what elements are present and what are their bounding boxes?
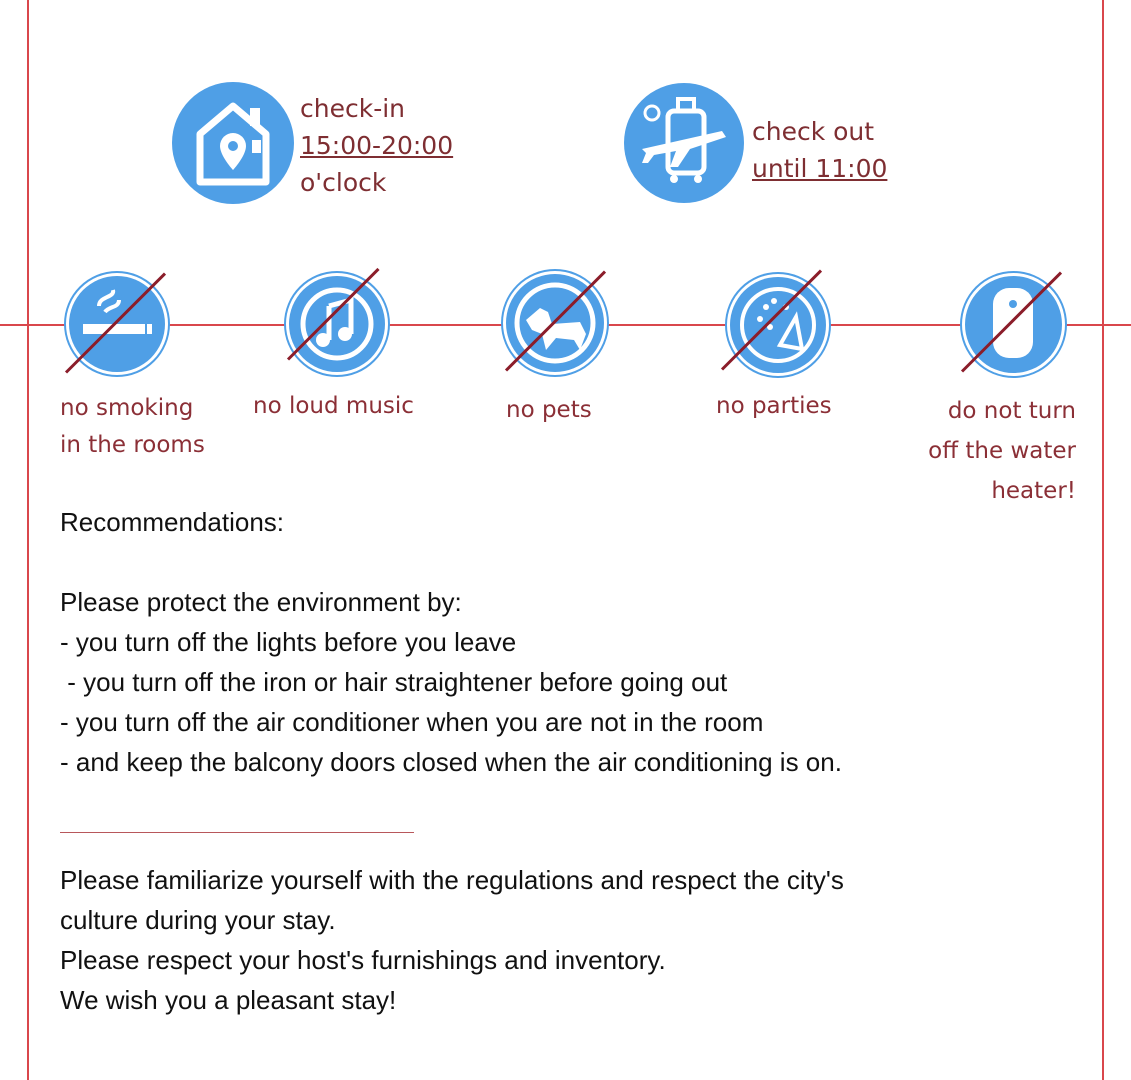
no-parties-icon: [730, 277, 826, 373]
closing-line: culture during your stay.: [60, 905, 336, 935]
water-heater-icon: [965, 276, 1062, 373]
recommendations-intro: Please protect the environment by:: [60, 587, 462, 617]
checkout-hours: until 11:00: [752, 154, 888, 183]
rule-line: in the rooms: [60, 432, 205, 458]
frame-right-line: [1102, 0, 1104, 1080]
recommendation-item: - you turn off the lights before you leave: [60, 627, 517, 657]
rule-water-heater-label: [880, 391, 1076, 511]
checkout-block: [752, 113, 887, 187]
rule-no-smoking-label: [60, 390, 205, 464]
checkin-block: [300, 90, 453, 201]
closing-line: We wish you a pleasant stay!: [60, 985, 397, 1015]
rule-line: no smoking: [60, 395, 194, 421]
house-location-icon: [172, 82, 294, 204]
checkin-hours: 15:00-20:00: [300, 131, 454, 160]
rule-line: do not turn: [947, 398, 1076, 424]
checkin-suffix: o'clock: [300, 168, 387, 197]
recommendations-heading: Recommendations:: [60, 507, 284, 537]
checkin-title: check-in: [300, 94, 406, 123]
no-music-icon: [289, 276, 385, 372]
no-smoking-icon: [69, 276, 165, 372]
recommendation-item: - and keep the balcony doors closed when the air conditioning is on.: [60, 747, 842, 777]
checkout-title: check out: [752, 117, 875, 146]
recommendation-item: - you turn off the air conditioner when you are not in the room: [60, 707, 764, 737]
rule-line: heater!: [991, 478, 1076, 504]
recommendation-item: - you turn off the iron or hair straightener before going out: [60, 667, 728, 697]
rule-line: off the water: [928, 438, 1076, 464]
luggage-plane-icon: [624, 83, 744, 203]
closing-line: Please respect your host's furnishings and inventory.: [60, 945, 666, 975]
section-divider: [60, 832, 414, 833]
rule-no-music-label: no loud music: [253, 393, 414, 419]
closing-line: Please familiarize yourself with the regulations and respect the city's: [60, 865, 844, 895]
rule-no-pets-label: no pets: [506, 397, 592, 423]
frame-left-line: [27, 0, 29, 1080]
rule-no-parties-label: no parties: [716, 393, 832, 419]
